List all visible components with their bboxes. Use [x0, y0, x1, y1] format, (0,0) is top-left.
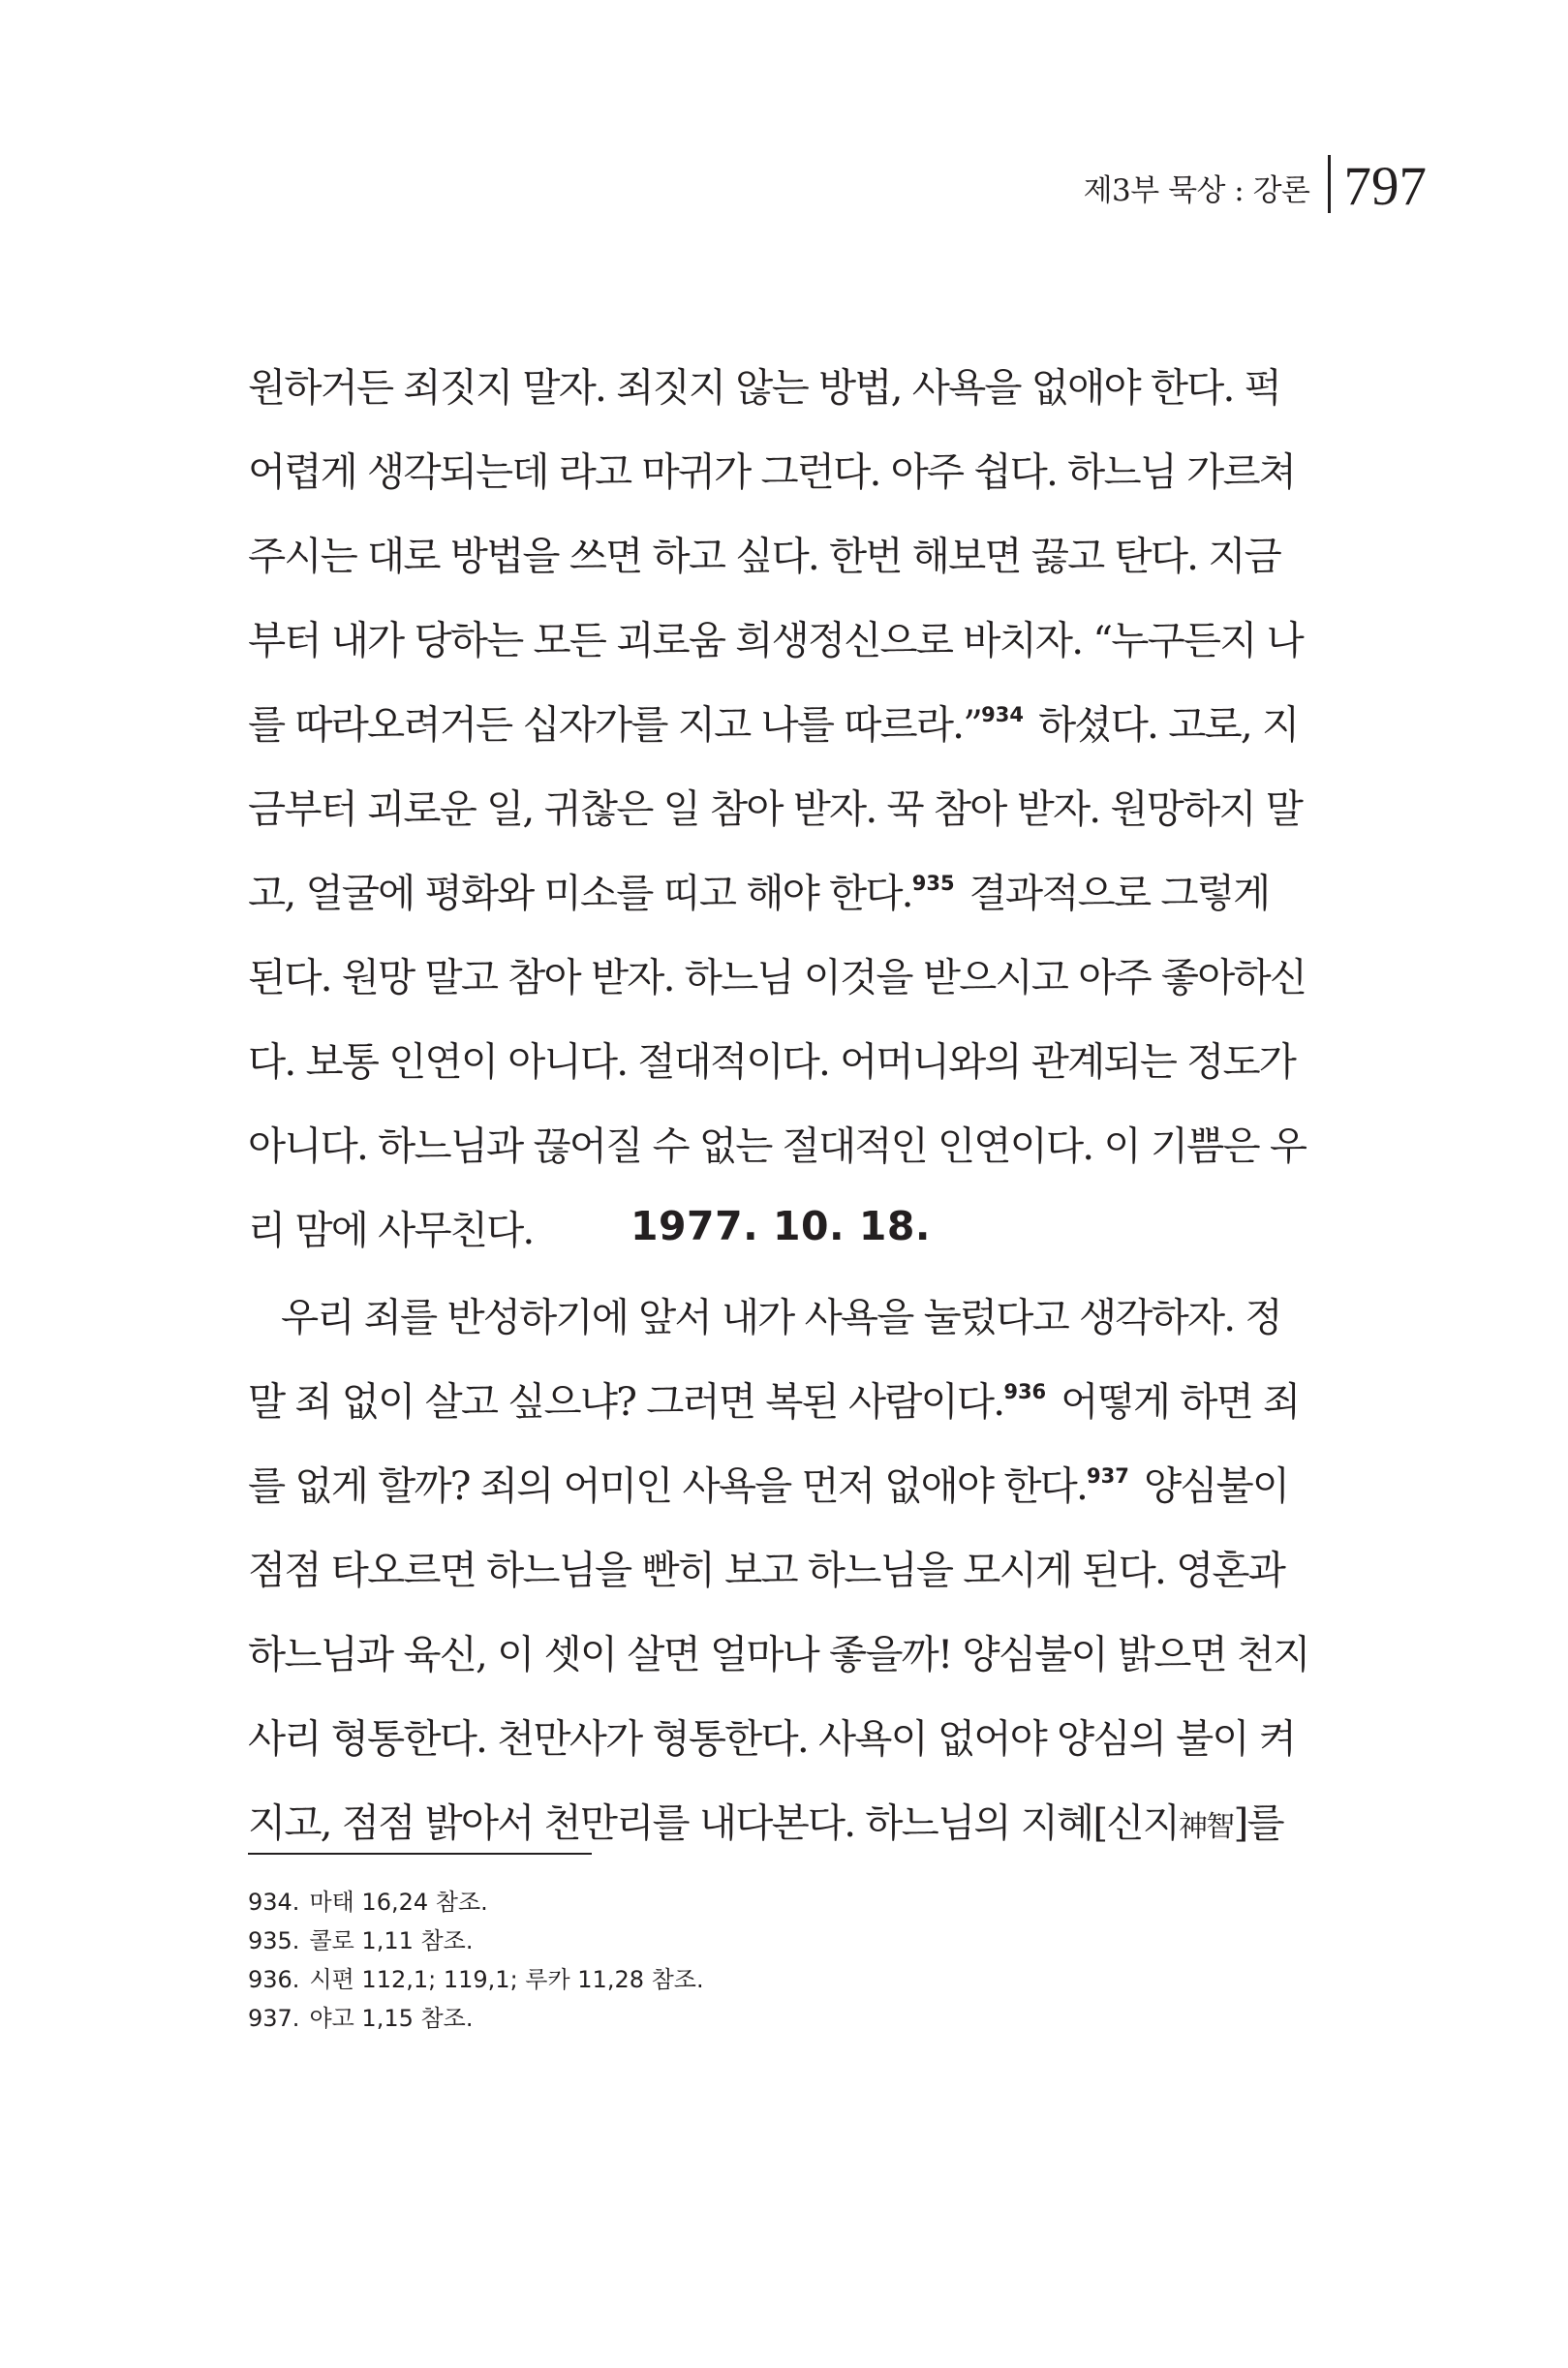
footnote-number: 937. [248, 2005, 300, 2032]
text-line: 사리 형통한다. 천만사가 형통한다. 사욕이 없어야 양심의 불이 켜 [248, 1715, 1296, 1762]
footnote-item [248, 1883, 704, 1922]
footnote-reference: 934 [981, 703, 1025, 726]
text-line: 말 죄 없이 살고 싶으냐? 그러면 복된 사람이다.$^{936}$ 어떻게 하면 죄 [248, 1378, 1300, 1425]
date-heading: 1977. 10. 18. [630, 1203, 931, 1249]
text-line: 금부터 괴로운 일, 귀찮은 일 참아 받자. 꾹 참아 받자. 원망하지 말 [248, 785, 1303, 832]
footnote-number: 936. [248, 1966, 300, 1993]
footnote-number: 935. [248, 1927, 300, 1954]
text-line: 점점 타오르면 하느님을 빤히 보고 하느님을 모시게 된다. 영혼과 [248, 1547, 1285, 1593]
footnote-text: 마태 16,24 참조. [309, 1889, 488, 1916]
header-divider [1328, 155, 1331, 213]
text-line: 원하거든 죄짓지 말자. 죄짓지 않는 방법, 사욕을 없애야 한다. 퍽 [248, 364, 1280, 411]
footnote-item [248, 1922, 704, 1960]
section-title: 제3부 묵상 : 강론 [1083, 172, 1310, 208]
text-line: 부터 내가 당하는 모든 괴로움 희생정신으로 바치자. “누구든지 나 [248, 617, 1303, 663]
text-line: 리 맘에 사무친다. [248, 1207, 534, 1253]
footnote-reference: 937 [1087, 1464, 1129, 1488]
running-header [1084, 145, 1427, 223]
hanja-annotation: 神智 [1179, 1810, 1234, 1844]
footnote-number: 934. [248, 1889, 300, 1916]
body-paragraph-2 [248, 1276, 1313, 1865]
footnote-text: 콜로 1,11 참조. [309, 1927, 474, 1954]
text-line: 된다. 원망 말고 참아 받자. 하느님 이것을 받으시고 아주 좋아하신 [248, 954, 1307, 1000]
footnote-item [248, 1999, 704, 2038]
footnote-reference: 936 [1003, 1380, 1047, 1403]
footnotes [248, 1883, 704, 2038]
body-paragraph-1 [248, 346, 1313, 1273]
footnote-text: 야고 1,15 참조. [309, 2005, 474, 2032]
text-line: 지고, 점점 밝아서 천만리를 내다본다. 하느님의 지혜[신지神智]를 [248, 1799, 1283, 1846]
text-line: 다. 보통 인연이 아니다. 절대적이다. 어머니와의 관계되는 정도가 [248, 1038, 1296, 1085]
footnote-separator [248, 1853, 592, 1855]
text-line: 아니다. 하느님과 끊어질 수 없는 절대적인 인연이다. 이 기쁨은 우 [248, 1122, 1307, 1169]
page-number: 797 [1343, 155, 1427, 217]
text-line: 를 없게 할까? 죄의 어미인 사욕을 먼저 없애야 한다.$^{937}$ 양심불이 [248, 1462, 1289, 1509]
footnote-reference: 935 [911, 872, 955, 895]
text-line: 주시는 대로 방법을 쓰면 하고 싶다. 한번 해보면 끓고 탄다. 지금 [248, 533, 1280, 579]
footnote-item [248, 1960, 704, 1999]
text-line: 고, 얼굴에 평화와 미소를 띠고 해야 한다.$^{935}$ 결과적으로 그렇게 [248, 870, 1270, 916]
text-line: 어렵게 생각되는데 라고 마귀가 그런다. 아주 쉽다. 하느님 가르쳐 [248, 448, 1296, 495]
footnote-text: 시편 112,1; 119,1; 루카 11,28 참조. [309, 1966, 704, 1993]
text-line: 를 따라오려거든 십자가를 지고 나를 따르라.”$^{934}$ 하셨다. 고로, 지 [248, 701, 1299, 748]
text-line: 우리 죄를 반성하기에 앞서 내가 사욕을 눌렀다고 생각하자. 정 [281, 1294, 1281, 1340]
text-line: 하느님과 육신, 이 셋이 살면 얼마나 좋을까! 양심불이 밝으면 천지 [248, 1631, 1309, 1677]
